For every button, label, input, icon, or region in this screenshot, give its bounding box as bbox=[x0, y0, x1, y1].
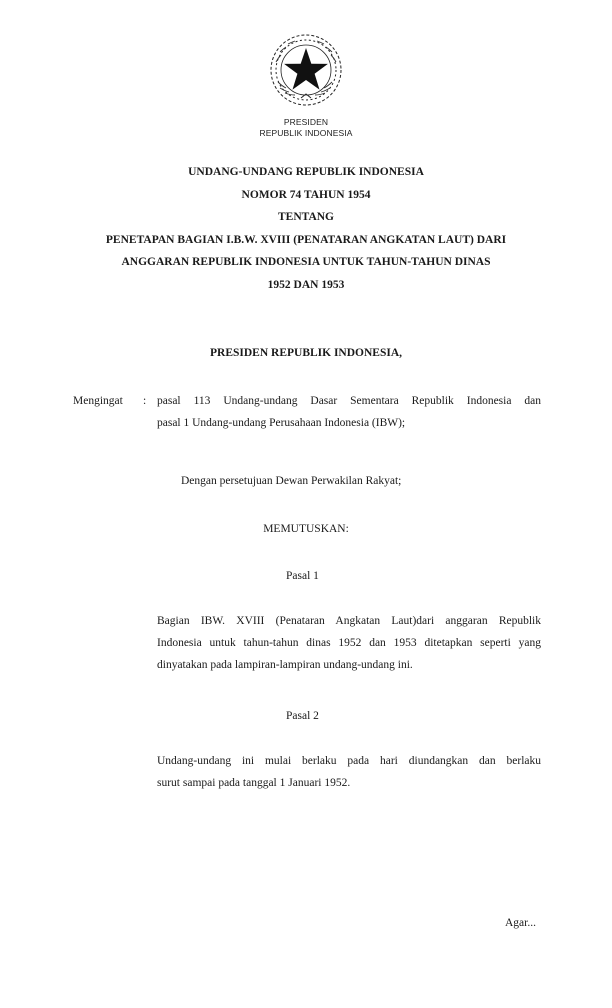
title-line: NOMOR 74 TAHUN 1954 bbox=[241, 188, 371, 201]
memutuskan-heading: MEMUTUSKAN: bbox=[263, 523, 349, 535]
title-line: TENTANG bbox=[277, 211, 335, 223]
title-line: ANGGARAN REPUBLIK INDONESIA UNTUK TAHUN-TAHUN DINAS bbox=[121, 256, 491, 268]
article-line: Indonesia untuk tahun-tahun dinas 1952 dan 1953 ditetapkan seperti yang bbox=[157, 637, 541, 649]
mengingat-label: Mengingat bbox=[73, 395, 123, 407]
letterhead-line-republik: REPUBLIK INDONESIA bbox=[259, 128, 353, 138]
article-line: Undang-undang ini mulai berlaku pada hari diundangkan dan berlaku bbox=[157, 755, 541, 767]
title-line: 1952 DAN 1953 bbox=[267, 278, 345, 291]
document-title bbox=[0, 161, 612, 296]
garuda-star-emblem-icon bbox=[268, 32, 344, 108]
mengingat-text bbox=[157, 390, 541, 434]
article-body-pasal-2 bbox=[157, 750, 541, 794]
title-line: UNDANG-UNDANG REPUBLIK INDONESIA bbox=[188, 166, 424, 178]
mengingat-colon: : bbox=[143, 395, 147, 407]
letterhead-line-presiden: PRESIDEN bbox=[283, 117, 329, 127]
article-body-pasal-1 bbox=[157, 610, 541, 676]
president-heading: PRESIDEN REPUBLIK INDONESIA, bbox=[209, 347, 403, 359]
continuation-marker: Agar... bbox=[505, 917, 536, 929]
article-line: Bagian IBW. XVIII (Penataran Angkatan Laut)dari anggaran Republik bbox=[157, 615, 541, 627]
article-line: dinyatakan pada lampiran-lampiran undang-undang ini. bbox=[157, 659, 413, 671]
article-heading-pasal-1: Pasal 1 bbox=[286, 570, 319, 582]
article-line: surut sampai pada tanggal 1 Januari 1952. bbox=[157, 777, 351, 789]
persetujuan-text: Dengan persetujuan Dewan Perwakilan Rakyat; bbox=[181, 475, 402, 487]
title-line: PENETAPAN BAGIAN I.B.W. XVIII (PENATARAN ANGKATAN LAUT) DARI bbox=[105, 233, 507, 246]
mengingat-line: pasal 1 Undang-undang Perusahaan Indonesia (IBW); bbox=[157, 417, 406, 429]
article-heading-pasal-2: Pasal 2 bbox=[286, 710, 319, 722]
mengingat-line: pasal 113 Undang-undang Dasar Sementara Republik Indonesia dan bbox=[157, 395, 541, 407]
